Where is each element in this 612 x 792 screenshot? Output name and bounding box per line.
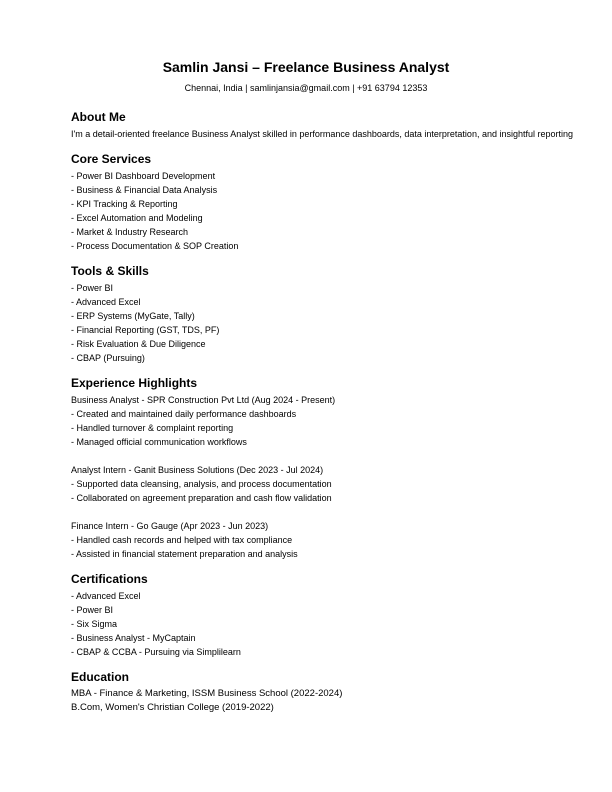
section-title-certifications: Certifications [71, 572, 148, 586]
section-title-services: Core Services [71, 152, 152, 166]
job-point: - Collaborated on agreement preparation and cash flow validation [71, 493, 332, 503]
education-item: B.Com, Women's Christian College (2019-2022) [71, 702, 274, 713]
skill-item: - Power BI [71, 283, 114, 293]
resume-name-title: Samlin Jansi – Freelance Business Analyst [162, 59, 450, 75]
section-title-skills: Tools & Skills [71, 264, 149, 278]
service-item: - Business & Financial Data Analysis [71, 185, 218, 195]
skill-item: - Advanced Excel [71, 297, 141, 307]
section-title-education: Education [71, 670, 130, 684]
job-heading: Finance Intern - Go Gauge (Apr 2023 - Jun 2023) [71, 521, 269, 531]
contact-line: Chennai, India | samlinjansia@gmail.com | +91 63794 12353 [184, 83, 428, 93]
certification-item: - Six Sigma [71, 619, 118, 629]
service-item: - Process Documentation & SOP Creation [71, 241, 239, 251]
certification-item: - Power BI [71, 605, 114, 615]
job-heading: Business Analyst - SPR Construction Pvt Ltd (Aug 2024 - Present) [71, 395, 336, 405]
job-point: - Managed official communication workflows [71, 437, 247, 447]
section-title-about: About Me [71, 110, 126, 124]
service-item: - KPI Tracking & Reporting [71, 199, 178, 209]
certification-item: - Business Analyst - MyCaptain [71, 633, 196, 643]
education-item: MBA - Finance & Marketing, ISSM Business School (2022-2024) [71, 688, 343, 699]
job-point: - Handled turnover & complaint reporting [71, 423, 234, 433]
certification-item: - CBAP & CCBA - Pursuing via Simplilearn [71, 647, 241, 657]
certification-item: - Advanced Excel [71, 591, 141, 601]
skill-item: - ERP Systems (MyGate, Tally) [71, 311, 195, 321]
job-point: - Handled cash records and helped with tax compliance [71, 535, 293, 545]
skill-item: - Risk Evaluation & Due Diligence [71, 339, 206, 349]
about-text: I'm a detail-oriented freelance Business Analyst skilled in performance dashboards, data interpretation, and insightful reporting [71, 129, 574, 139]
service-item: - Market & Industry Research [71, 227, 189, 237]
job-point: - Supported data cleansing, analysis, and process documentation [71, 479, 332, 489]
job-heading: Analyst Intern - Ganit Business Solutions (Dec 2023 - Jul 2024) [71, 465, 324, 475]
job-point: - Assisted in financial statement preparation and analysis [71, 549, 298, 559]
skill-item: - CBAP (Pursuing) [71, 353, 145, 363]
service-item: - Power BI Dashboard Development [71, 171, 216, 181]
section-title-experience: Experience Highlights [71, 376, 198, 390]
service-item: - Excel Automation and Modeling [71, 213, 203, 223]
job-point: - Created and maintained daily performance dashboards [71, 409, 297, 419]
skill-item: - Financial Reporting (GST, TDS, PF) [71, 325, 220, 335]
